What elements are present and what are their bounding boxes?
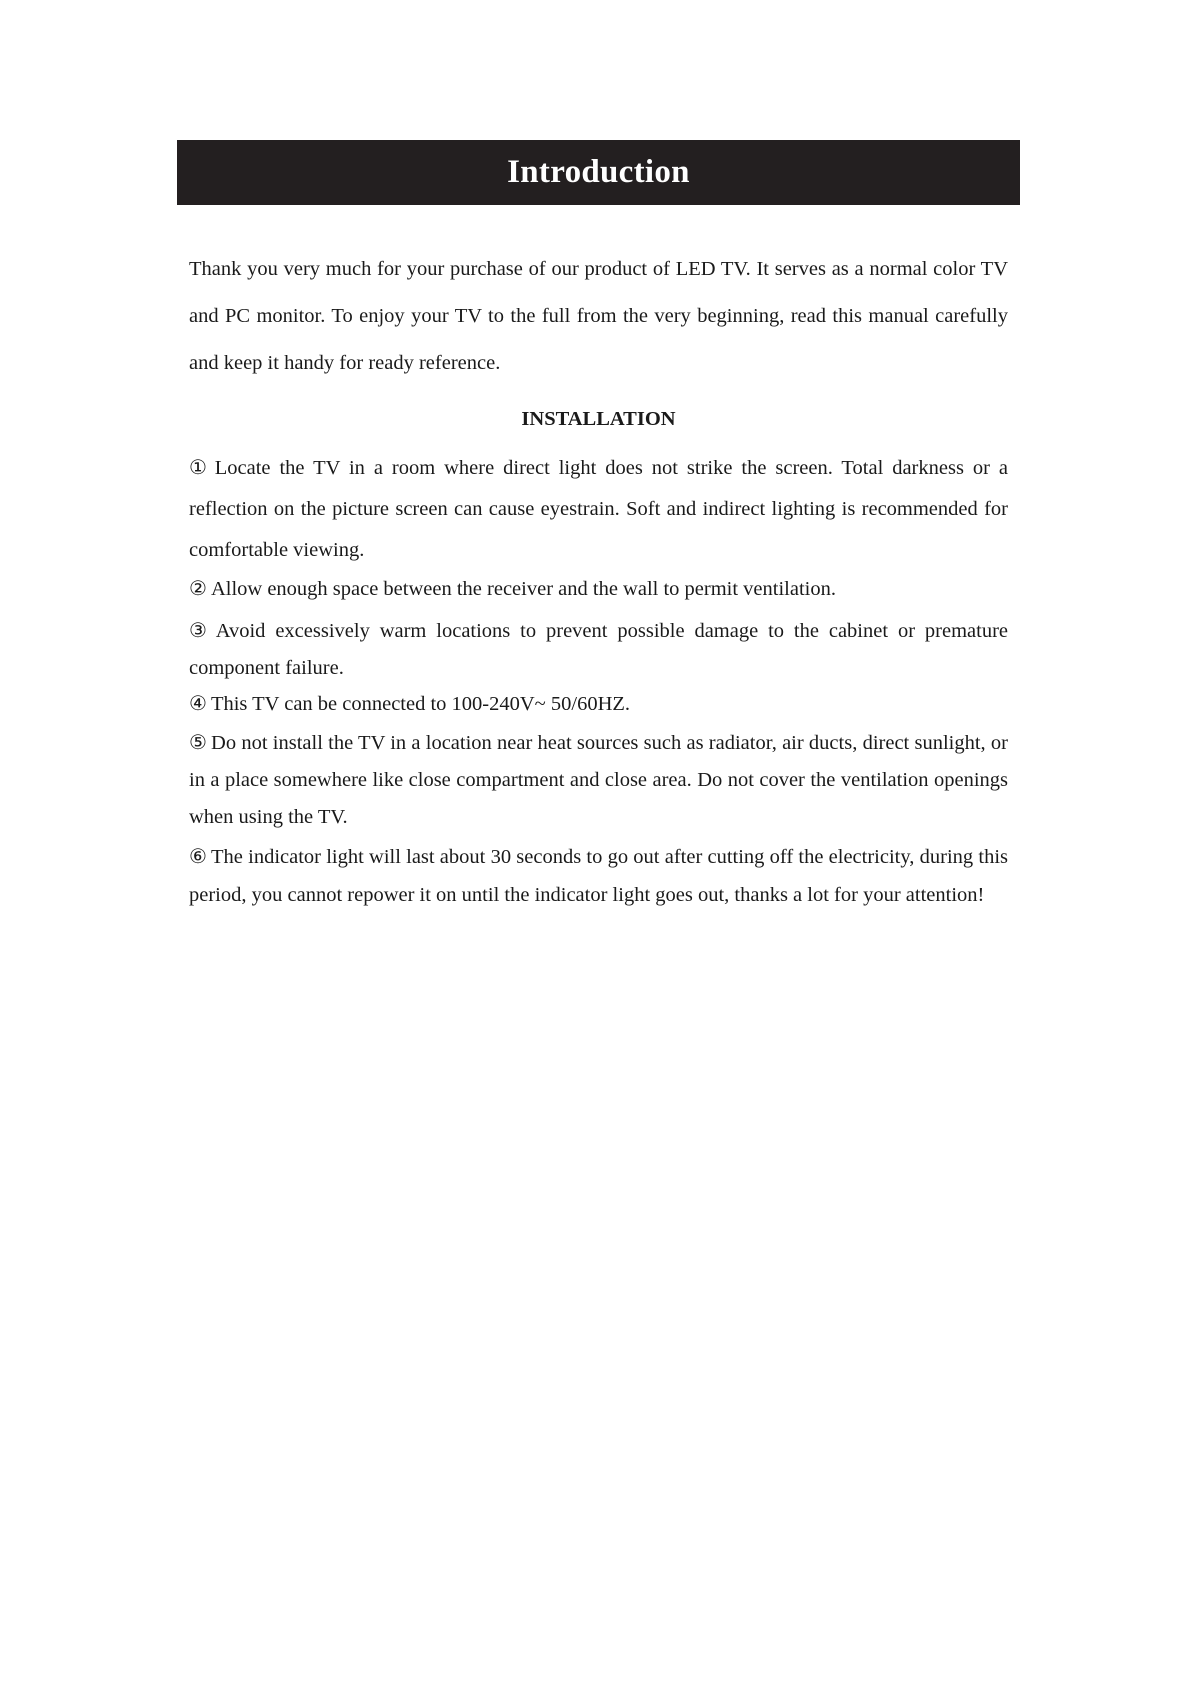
installation-heading: INSTALLATION [521,408,676,430]
installation-item-text: Allow enough space between the receiver and the wall to permit ventilation. [210,578,836,600]
page-title: Introduction [507,154,690,190]
installation-item-6 [189,837,1008,914]
circled-number-1-icon: ① [189,455,211,479]
circled-number-6-icon: ⑥ [189,844,208,868]
circled-number-5-icon: ⑤ [189,730,208,754]
installation-item-1 [189,447,1008,571]
installation-item-2 [189,570,1008,607]
installation-item-text: Avoid excessively warm locations to prevent possible damage to the cabinet or premature component failure. [189,620,1008,679]
intro-paragraph: Thank you very much for your purchase of our product of LED TV. It serves as a normal color TV and PC monitor. To enjoy your TV to the full from the very beginning, read this manual carefully and keep it handy for ready reference. [189,258,1008,374]
installation-item-text: This TV can be connected to 100-240V~ 50/60HZ. [210,693,631,715]
installation-item-5 [189,724,1008,836]
circled-number-3-icon: ③ [189,618,212,642]
circled-number-4-icon: ④ [189,691,207,715]
installation-item-text: Locate the TV in a room where direct light does not strike the screen. Total darkness or a reflection on the picture screen can cause eyestrain. Soft and indirect lighting is recommended for comfortable viewing. [189,457,1008,561]
installation-item-text: The indicator light will last about 30 seconds to go out after cutting off the electricity, during this period, you cannot repower it on until the indicator light goes out, thanks a lot for your attention! [189,846,1008,906]
installation-item-text: Do not install the TV in a location near heat sources such as radiator, air ducts, direct sunlight, or in a place somewhere like close compartment and close area. Do not cover the ventilation openings when using the TV. [189,732,1008,828]
installation-item-4 [189,685,1008,722]
circled-number-2-icon: ② [189,576,207,600]
installation-item-3 [189,612,1008,687]
section-header-bar [177,140,1020,205]
